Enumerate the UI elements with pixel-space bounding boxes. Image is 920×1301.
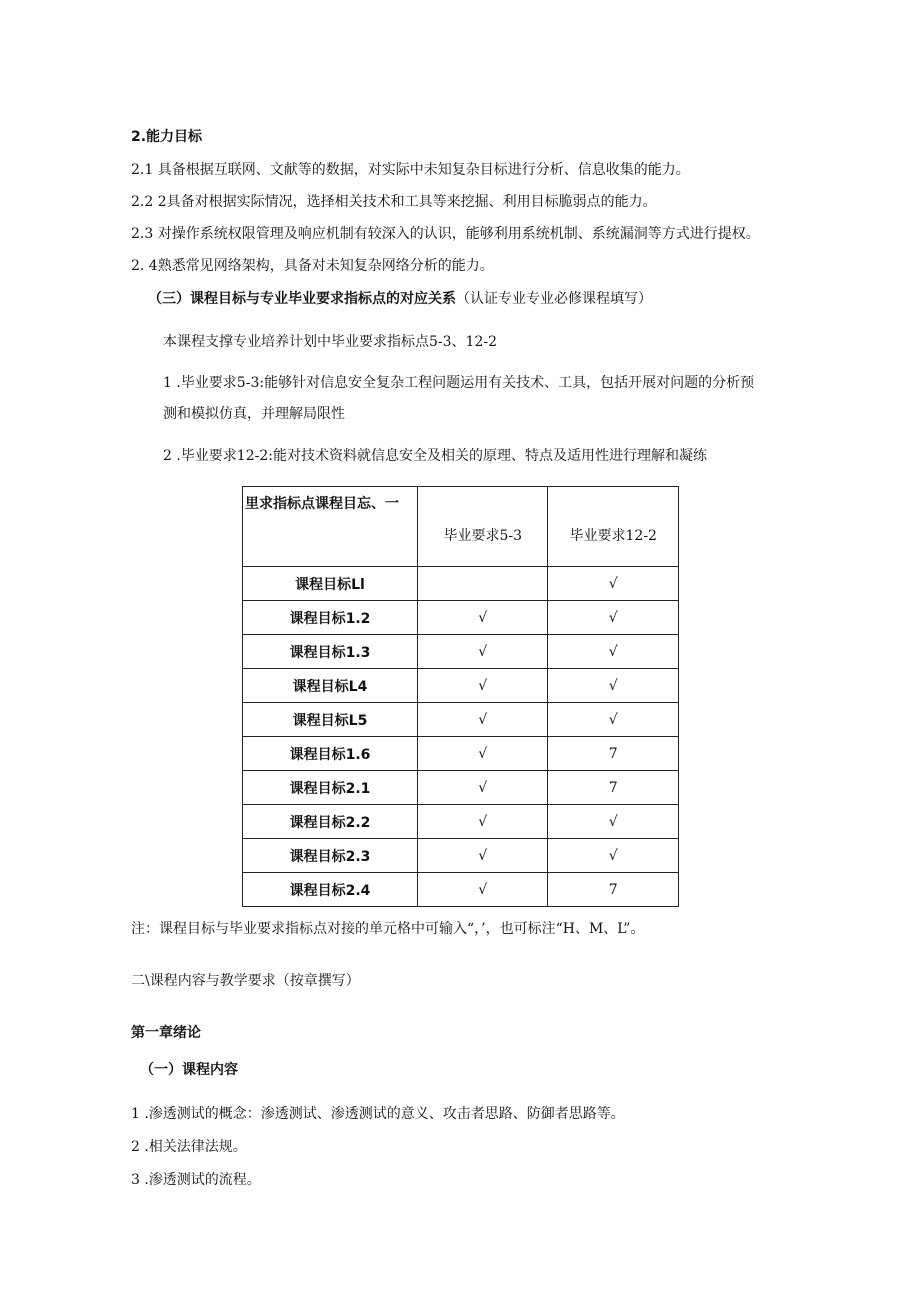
req-12-2-cell: 7 xyxy=(548,737,679,771)
req-5-3-cell: √ xyxy=(418,873,548,907)
content-item-2: 2 .相关法律法规。 xyxy=(131,1139,247,1155)
requirement-1-line1: 1 .毕业要求5-3:能够针对信息安全复杂工程问题运用有关技术、工具，包括开展对问题的分析预 xyxy=(163,375,755,391)
goal-cell: 课程目标1.2 xyxy=(243,601,418,635)
section3-intro: 本课程支撑专业培养计划中毕业要求指标点5-3、12-2 xyxy=(163,334,497,350)
table-row xyxy=(243,601,679,635)
table-row xyxy=(243,567,679,601)
table-col-header-12-2: 毕业要求12-2 xyxy=(548,487,679,567)
req-5-3-cell: √ xyxy=(418,737,548,771)
req-5-3-cell: √ xyxy=(418,703,548,737)
table-row xyxy=(243,669,679,703)
ability-item-1: 2.1 具备根据互联网、文献等的数据，对实际中未知复杂目标进行分析、信息收集的能力。 xyxy=(131,162,690,178)
goal-cell: 课程目标1.6 xyxy=(243,737,418,771)
ability-item-2: 2.2 2具备对根据实际情况，选择相关技术和工具等来挖掘、利用目标脆弱点的能力。 xyxy=(131,194,657,210)
goal-cell: 课程目标2.4 xyxy=(243,873,418,907)
chapter-title: 第一章绪论 xyxy=(131,1025,201,1041)
req-12-2-cell: √ xyxy=(548,635,679,669)
table-corner-header: 里求指标点课程目忘、一 xyxy=(243,487,418,567)
table-body xyxy=(243,567,679,907)
table-row xyxy=(243,771,679,805)
req-12-2-cell: 7 xyxy=(548,873,679,907)
req-5-3-cell: √ xyxy=(418,839,548,873)
requirement-2: 2 .毕业要求12-2:能对技术资料就信息安全及相关的原理、特点及适用性进行理解和凝练 xyxy=(163,448,707,464)
req-5-3-cell xyxy=(418,567,548,601)
req-12-2-cell: √ xyxy=(548,567,679,601)
table-row xyxy=(243,839,679,873)
section3-title-line xyxy=(148,289,652,309)
course-content-heading: （一）课程内容 xyxy=(140,1062,238,1078)
goal-cell: 课程目标2.3 xyxy=(243,839,418,873)
ability-item-4: 2. 4熟悉常见网络架构，具备对未知复杂网络分析的能力。 xyxy=(131,258,494,274)
goal-cell: 课程目标L4 xyxy=(243,669,418,703)
req-5-3-cell: √ xyxy=(418,669,548,703)
table-row xyxy=(243,703,679,737)
content-item-3: 3 .渗透测试的流程。 xyxy=(131,1172,261,1188)
goal-cell: 课程目标2.2 xyxy=(243,805,418,839)
req-12-2-cell: √ xyxy=(548,703,679,737)
ability-heading: 2.能力目标 xyxy=(131,129,203,145)
section3-title: （三）课程目标与专业毕业要求指标点的对应关系 xyxy=(148,291,456,307)
table-row xyxy=(243,873,679,907)
table-header-row xyxy=(243,487,679,567)
req-12-2-cell: √ xyxy=(548,601,679,635)
section2-title: 二\课程内容与教学要求（按章撰写） xyxy=(131,973,360,989)
objective-requirement-table xyxy=(242,486,679,907)
goal-cell: 课程目标L5 xyxy=(243,703,418,737)
requirement-1-line2: 测和模拟仿真，并理解局限性 xyxy=(163,406,345,422)
content-item-1: 1 .渗透测试的概念：渗透测试、渗透测试的意义、攻击者思路、防御者思路等。 xyxy=(131,1106,625,1122)
req-5-3-cell: √ xyxy=(418,805,548,839)
table-row xyxy=(243,805,679,839)
table-row xyxy=(243,737,679,771)
table-col-header-5-3: 毕业要求5-3 xyxy=(418,487,548,567)
req-12-2-cell: √ xyxy=(548,669,679,703)
ability-item-3: 2.3 对操作系统权限管理及响应机制有较深入的认识，能够利用系统机制、系统漏洞等方式进行提权。 xyxy=(131,226,760,242)
req-5-3-cell: √ xyxy=(418,635,548,669)
req-5-3-cell: √ xyxy=(418,771,548,805)
req-5-3-cell: √ xyxy=(418,601,548,635)
table-row xyxy=(243,635,679,669)
goal-cell: 课程目标2.1 xyxy=(243,771,418,805)
goal-cell: 课程目标1.3 xyxy=(243,635,418,669)
section3-title-note: （认证专业专业必修课程填写） xyxy=(456,291,652,307)
req-12-2-cell: √ xyxy=(548,805,679,839)
req-12-2-cell: √ xyxy=(548,839,679,873)
req-12-2-cell: 7 xyxy=(548,771,679,805)
table-note: 注：课程目标与毕业要求指标点对接的单元格中可输入“，’，也可标注“H、M、L”。 xyxy=(131,921,645,937)
goal-cell: 课程目标Ll xyxy=(243,567,418,601)
